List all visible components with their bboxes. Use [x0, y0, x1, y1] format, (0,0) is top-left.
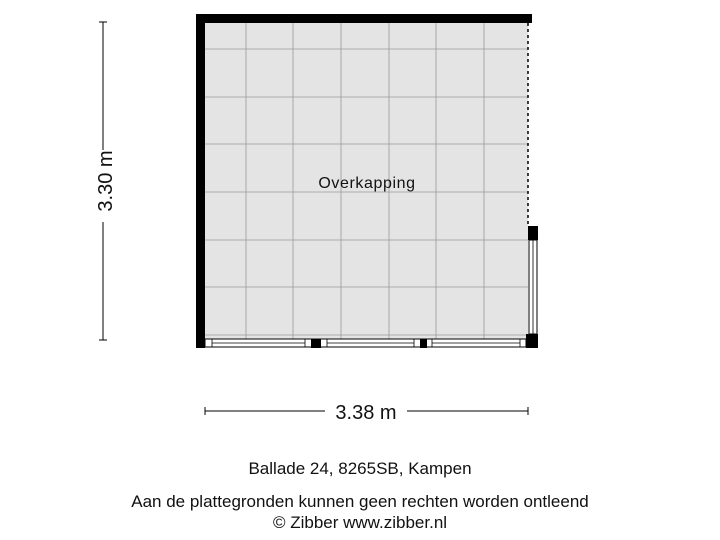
address-text: Ballade 24, 8265SB, Kampen [248, 459, 472, 478]
copyright-text: © Zibber www.zibber.nl [272, 513, 448, 532]
wall-post-bottom-mid2 [420, 339, 427, 348]
dimension-width [205, 402, 528, 424]
dimension-height [95, 22, 117, 340]
wall-left [196, 14, 205, 348]
wall-post-bottom-right [526, 334, 538, 348]
dimension-height-label: 3.30 m [95, 150, 117, 212]
dimension-width-label: 3.38 m [335, 402, 397, 424]
wall-top [196, 14, 532, 23]
window-bottom [205, 339, 526, 347]
room-label: Overkapping [318, 175, 416, 192]
disclaimer-text: Aan de plattegronden kunnen geen rechten worden ontleend [131, 492, 589, 511]
wall-post-bottom-mid1 [311, 339, 321, 348]
window-right [529, 240, 537, 334]
wall-post-right [528, 226, 538, 240]
